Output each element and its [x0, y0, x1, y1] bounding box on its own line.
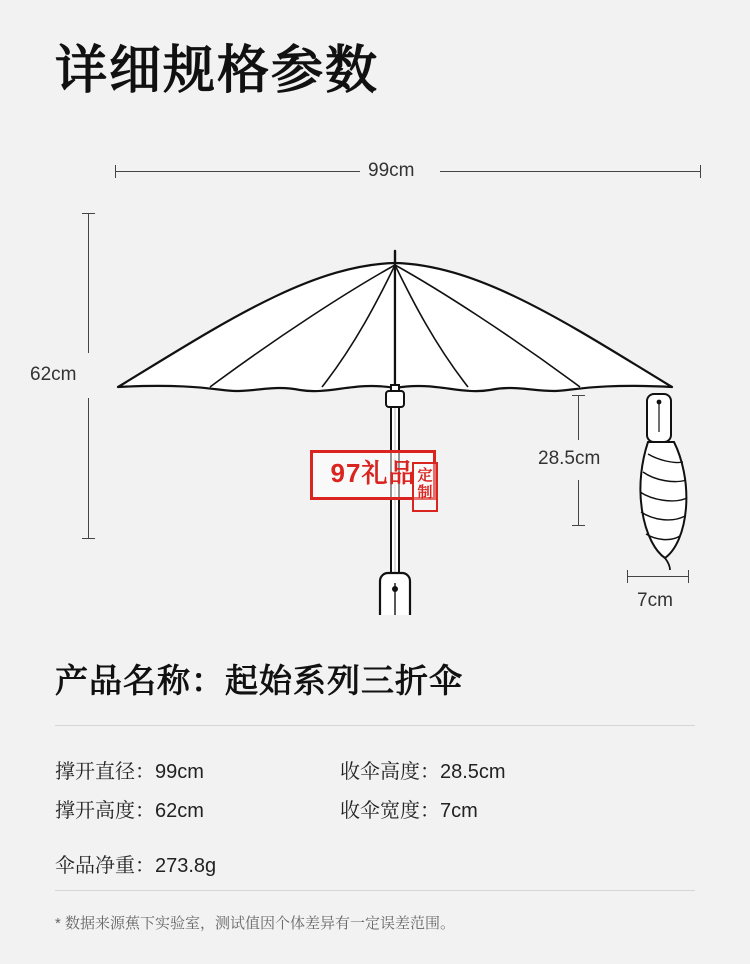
watermark-stamp: 97礼品 — [310, 450, 436, 500]
dim-line-folded-width — [627, 576, 688, 577]
umbrella-diagram — [0, 140, 750, 640]
spec-open-height: 撑开高度：62cm — [55, 800, 204, 822]
footnote: * 数据来源蕉下实验室，测试值因个体差异有一定误差范围。 — [55, 915, 456, 932]
divider-top — [55, 725, 695, 726]
dim-cap-bottom-folded — [572, 525, 585, 526]
divider-bottom — [55, 890, 695, 891]
spec-folded-height: 收伞高度：28.5cm — [340, 761, 506, 783]
spec-net-weight: 伞品净重：273.8g — [55, 855, 217, 877]
dim-line-width-open-right — [440, 171, 701, 172]
dim-line-folded-height-top — [578, 395, 579, 440]
dim-line-height-open-top — [88, 213, 89, 353]
dim-label-width-open: 99cm — [368, 160, 415, 181]
spec-row — [55, 755, 700, 784]
dim-label-width-folded: 7cm — [637, 590, 673, 611]
watermark-stamp-side: 定制 — [412, 462, 438, 512]
dim-cap-right-folded — [688, 570, 689, 583]
dim-cap-bottom-left-v — [82, 538, 95, 539]
spec-list — [55, 755, 700, 888]
dim-line-folded-height-bottom — [578, 480, 579, 525]
umbrella-folded-illustration — [620, 390, 710, 575]
page-title: 详细规格参数 — [55, 42, 380, 100]
dim-label-height-folded: 28.5cm — [538, 448, 601, 469]
spec-open-diameter: 撑开直径：99cm — [55, 761, 204, 783]
product-name: 产品名称：起始系列三折伞 — [55, 662, 463, 699]
dim-line-width-open-left — [115, 171, 360, 172]
dim-line-height-open-bottom — [88, 398, 89, 538]
spec-row — [55, 794, 700, 823]
spec-folded-width: 收伞宽度：7cm — [340, 800, 478, 822]
spec-row — [55, 849, 700, 878]
dim-label-height-open: 62cm — [30, 364, 77, 385]
